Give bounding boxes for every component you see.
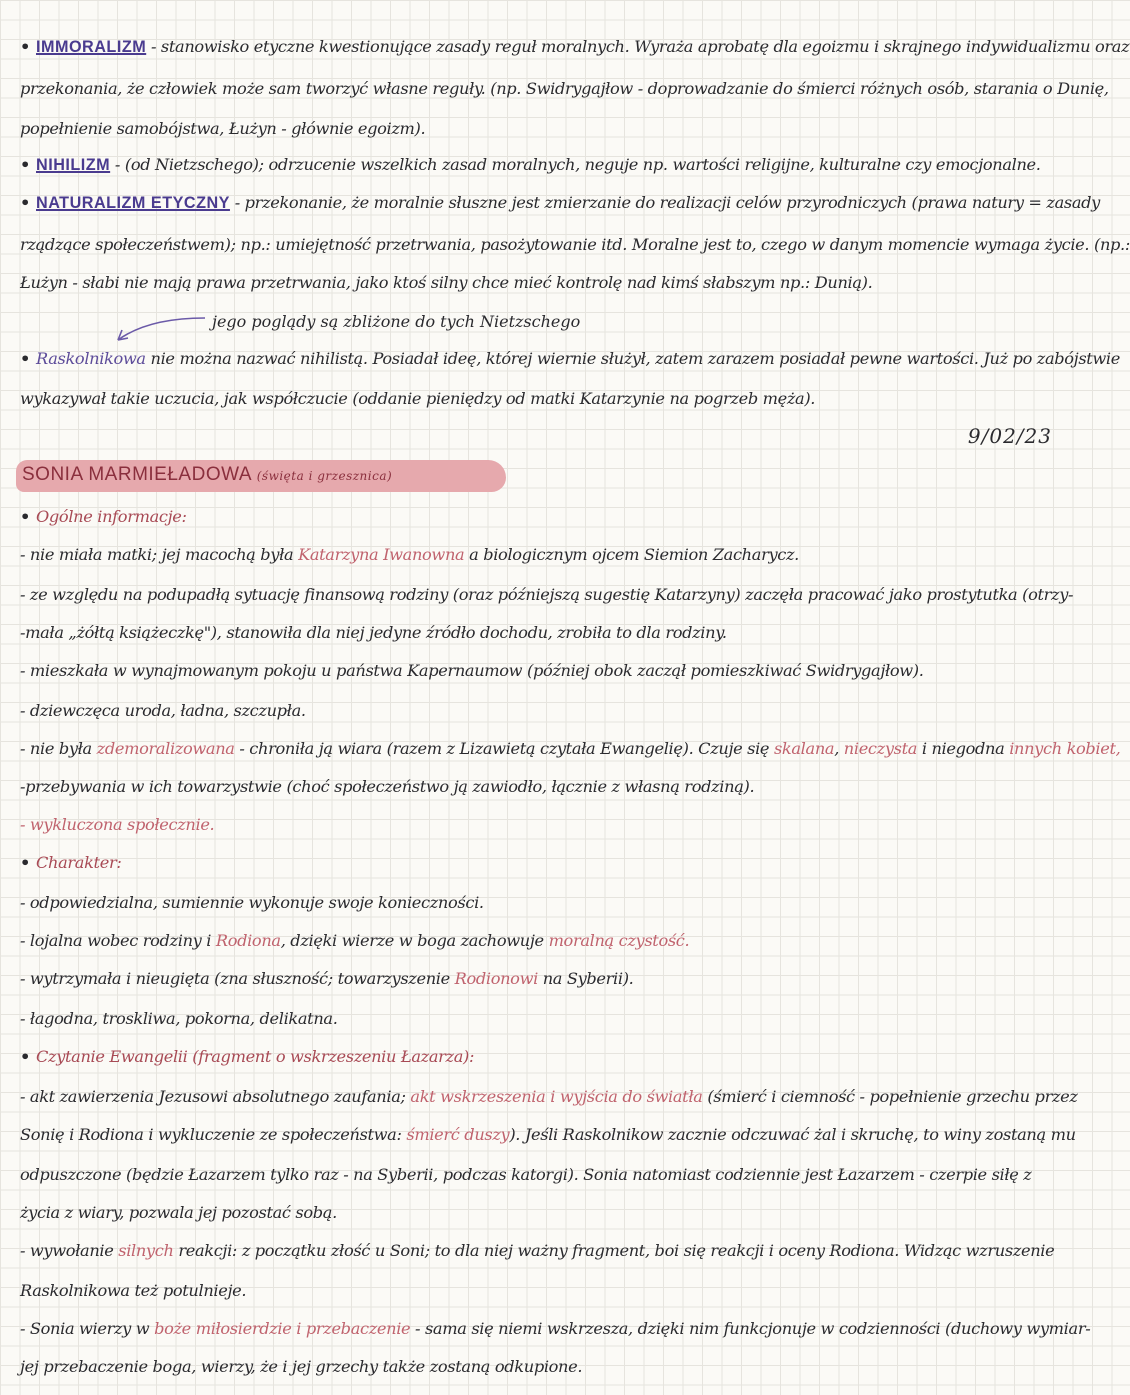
list-item: - odpowiedzialna, sumiennie wykonuje swoje konieczności. [20, 893, 484, 912]
date: 9/02/23 [967, 424, 1052, 448]
heading-title: SONIA MARMIEŁADOWA [22, 464, 251, 485]
bullet: • [20, 1047, 30, 1066]
definition-text: - przekonanie, że moralnie słuszne jest zmierzanie do realizacji celów przyrodniczych (prawa natury = zasady [229, 193, 1100, 212]
term-naturalizm-etyczny: NATURALIZM ETYCZNY [36, 194, 230, 212]
highlight: śmierć duszy [406, 1125, 510, 1144]
list-item: jej przebaczenie boga, wierzy, że i jej grzechy także zostaną odkupione. [20, 1357, 583, 1376]
text: Sonię i Rodiona i wykluczenie ze społeczeństwa: [20, 1125, 407, 1144]
text: - akt zawierzenia Jezusowi absolutnego zaufania; [20, 1087, 411, 1106]
highlight: zdemoralizowana [96, 739, 235, 758]
nihilizm-line [20, 154, 1065, 176]
text-line: wykazywał takie uczucia, jak współczucie (oddanie pieniędzy od matki Katarzynie na pogrzeb męża). [20, 389, 816, 408]
arrow-icon [110, 314, 210, 346]
list-item: odpuszczone (będzie Łazarzem tylko raz - na Syberii, podczas katorgi). Sonia natomiast codziennie jest Łazarzem - czerpie siłę z [20, 1165, 1032, 1184]
list-item: Raskolnikowa też potulnieje. [20, 1281, 247, 1300]
text: (śmierć i ciemność - popełnienie grzechu przez [702, 1087, 1078, 1106]
highlight: skalana [773, 739, 835, 758]
list-item: - mieszkała w wynajmowanym pokoju u państwa Kapernaumow (później obok zaczął pomieszkiwać Swidrygajłow). [20, 661, 924, 680]
header-general-info: Ogólne informacje: [36, 507, 187, 526]
text-line: rządzące społeczeństwem); np.: umiejętność przetrwania, pasożytowanie itd. Moralne jest to, czego w danym momencie wymaga życie. (np.: [20, 235, 1130, 254]
list-item [20, 1124, 1076, 1146]
text: - nie miała matki; jej macochą była [20, 545, 299, 564]
text: - wytrzymała i nieugięta (zna słuszność; towarzyszenie [20, 969, 455, 988]
text: - sama się niemi wskrzesza, dzięki nim funkcjonuje w codzienności (duchowy wymiar- [410, 1319, 1091, 1338]
highlight: innych kobiet, [1009, 739, 1121, 758]
text: i niegodna [917, 739, 1010, 758]
definition-text: - stanowisko etyczne kwestionujące zasady reguł moralnych. Wyraża aprobatę dla egoizmu i skrajnego indywidualizmu oraz [146, 37, 1130, 56]
list-item: - ze względu na podupadłą sytuację finansową rodziny (oraz późniejszą sugestię Katarzyny) zaczęła pracować jako prostytutka (otrzy- [20, 585, 1074, 604]
definition-text: - (od Nietzschego); odrzucenie wszelkich zasad moralnych, neguje np. wartości religijne, kulturalne czy emocjonalne. [110, 155, 1041, 174]
raskolnikow-line [20, 348, 1120, 370]
list-item [20, 968, 1065, 990]
name-rodion: Rodiona [215, 931, 281, 950]
list-item: -mała „żółtą książeczkę"), stanowiła dla niej jedyne źródło dochodu, zrobiła to dla rodziny. [20, 623, 727, 642]
bullet: • [20, 853, 30, 872]
list-item [20, 1318, 1091, 1340]
bullet: • [20, 155, 30, 174]
highlight: nieczysta [843, 739, 918, 758]
bullet: • [20, 193, 30, 212]
list-item: życia z wiary, pozwala jej pozostać sobą. [20, 1203, 337, 1222]
section-header [20, 852, 1065, 874]
highlight: moralną czystość. [548, 931, 690, 950]
list-item: - dziewczęca uroda, ładna, szczupła. [20, 701, 306, 720]
text: na Syberii). [537, 969, 634, 988]
text: , dzięki wierze w boga zachowuje [280, 931, 549, 950]
term-nihilizm: NIHILIZM [36, 156, 111, 174]
text: - Sonia wierzy w [20, 1319, 155, 1338]
header-character: Charakter: [36, 853, 122, 872]
bullet: • [20, 507, 30, 526]
list-item: - łagodna, troskliwa, pokorna, delikatna. [20, 1009, 338, 1028]
bullet: • [20, 349, 30, 368]
bullet: • [20, 37, 30, 56]
name-rodion: Rodionowi [454, 969, 538, 988]
heading-subtitle: (święta i grzesznica) [256, 469, 393, 483]
highlight: silnych [118, 1241, 174, 1260]
list-item [20, 930, 1065, 952]
list-item [20, 544, 1065, 566]
text: - lojalna wobec rodziny i [20, 931, 216, 950]
text: - chroniła ją wiara (razem z Lizawietą czytała Ewangelię). Czuje się [234, 739, 774, 758]
text: - wywołanie [20, 1241, 119, 1260]
list-item [20, 1086, 1078, 1108]
highlight: akt wskrzeszenia i wyjścia do światła [410, 1087, 703, 1106]
text-line: popełnienie samobójstwa, Łużyn - głównie egoizm). [20, 119, 426, 138]
list-item: - wykluczona społecznie. [20, 815, 215, 834]
section-heading [16, 460, 506, 492]
section-header [20, 1046, 1065, 1068]
list-item: -przebywania w ich towarzystwie (choć społeczeństwo ją zawiodło, łącznie z własną rodziną). [20, 777, 755, 796]
highlight: boże miłosierdzie i przebaczenie [154, 1319, 411, 1338]
header-gospel-reading: Czytanie Ewangelii (fragment o wskrzeszeniu Łazarza): [36, 1047, 475, 1066]
naturalizm-line [20, 192, 1100, 214]
name-katarzyna: Katarzyna Iwanowna [298, 545, 465, 564]
text: , [834, 739, 844, 758]
section-header [20, 506, 1065, 528]
text: ). Jeśli Raskolnikow zacznie odczuwać żal i skruchę, to winy zostaną mu [509, 1125, 1076, 1144]
side-note: jego poglądy są zbliżone do tych Nietzschego [212, 312, 581, 331]
name-raskolnikow: Raskolnikowa [36, 349, 146, 368]
text: nie można nazwać nihilistą. Posiadał ideę, której wiernie służył, zatem zarazem posiadał pewne wartości. Już po zabójstwie [145, 349, 1120, 368]
text-line: przekonania, że człowiek może sam tworzyć własne reguły. (np. Swidrygajłow - doprowadzanie do śmierci różnych osób, starania o Dunię, [20, 79, 1109, 98]
immoralizm-line [20, 36, 1130, 58]
list-item [20, 1240, 1065, 1262]
list-item [20, 738, 1121, 760]
text: a biologicznym ojcem Siemion Zacharycz. [464, 545, 799, 564]
term-immoralizm: IMMORALIZM [36, 38, 147, 56]
text: - nie była [20, 739, 97, 758]
text-line: Łużyn - słabi nie mają prawa przetrwania, jako ktoś silny chce mieć kontrolę nad kimś słabszym np.: Dunią). [20, 273, 873, 292]
text: reakcji: z początku złość u Soni; to dla niej ważny fragment, boi się reakcji i oceny Rodiona. Widząc wzruszenie [173, 1241, 1055, 1260]
